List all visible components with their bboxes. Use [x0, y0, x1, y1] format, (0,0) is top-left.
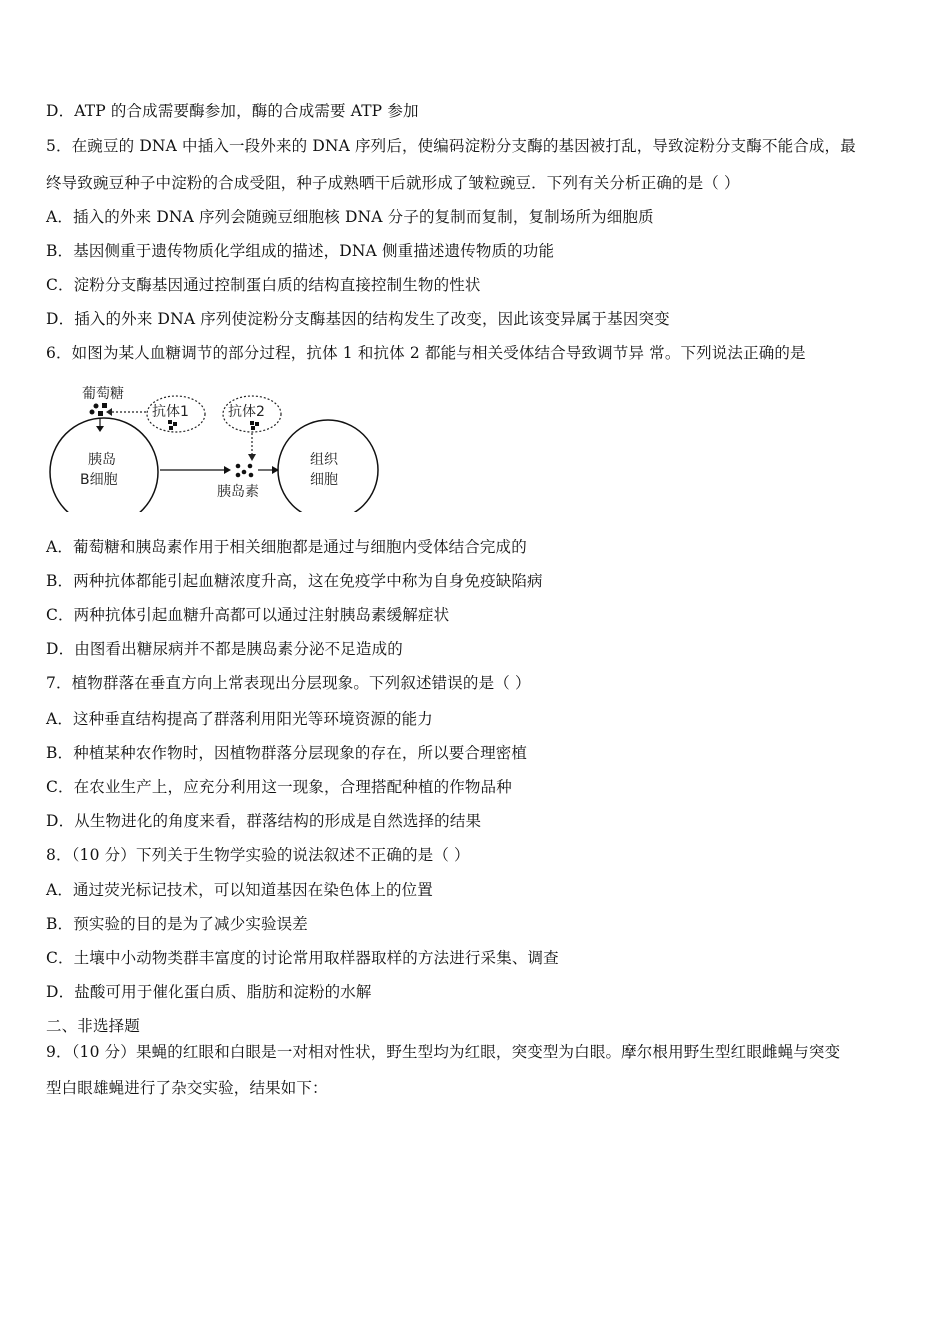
q7-option-a: A．这种垂直结构提高了群落利用阳光等环境资源的能力: [46, 710, 433, 728]
q8-stem: 8．（10 分）下列关于生物学实验的说法叙述不正确的是（ ）: [46, 846, 470, 864]
q5-option-b: B．基因侧重于遗传物质化学组成的描述，DNA 侧重描述遗传物质的功能: [46, 242, 555, 260]
islet-cell-label-2: B细胞: [80, 472, 118, 488]
q8-option-b: B．预实验的目的是为了减少实验误差: [46, 915, 308, 933]
q8-option-d: D．盐酸可用于催化蛋白质、脂肪和淀粉的水解: [46, 983, 372, 1001]
q8-option-c: C．土壤中小动物类群丰富度的讨论常用取样器取样的方法进行采集、调查: [46, 949, 559, 967]
blood-sugar-diagram: [48, 382, 388, 512]
q6-option-c: C．两种抗体引起血糖升高都可以通过注射胰岛素缓解症状: [46, 606, 450, 624]
q4-option-d: D．ATP 的合成需要酶参加，酶的合成需要 ATP 参加: [46, 102, 419, 120]
islet-cell-label-1: 胰岛: [88, 452, 116, 468]
section-heading: 二、非选择题: [46, 1017, 140, 1035]
q8-option-a: A．通过荧光标记技术，可以知道基因在染色体上的位置: [46, 881, 433, 899]
q7-option-b: B．种植某种农作物时，因植物群落分层现象的存在，所以要合理密植: [46, 744, 528, 762]
insulin-label: 胰岛素: [217, 484, 259, 500]
q9-stem-line1: 9．（10 分）果蝇的红眼和白眼是一对相对性状，野生型均为红眼，突变型为白眼。摩尔根用野生型红眼雌蝇与突变: [46, 1043, 841, 1061]
insulin-dots-icon: [236, 464, 254, 478]
glucose-label: 葡萄糖: [82, 386, 124, 402]
q6-stem: 6．如图为某人血糖调节的部分过程，抗体 1 和抗体 2 都能与相关受体结合导致调节异 常。下列说法正确的是: [46, 344, 806, 362]
q9-stem-line2: 型白眼雄蝇进行了杂交实验，结果如下：: [46, 1079, 328, 1097]
q6-option-d: D．由图看出糖尿病并不都是胰岛素分泌不足造成的: [46, 640, 403, 658]
q5-option-c: C．淀粉分支酶基因通过控制蛋白质的结构直接控制生物的性状: [46, 276, 481, 294]
q7-stem: 7．植物群落在垂直方向上常表现出分层现象。下列叙述错误的是（ ）: [46, 674, 531, 692]
q6-option-a: A．葡萄糖和胰岛素作用于相关细胞都是通过与细胞内受体结合完成的: [46, 538, 527, 556]
q5-option-d: D．插入的外来 DNA 序列使淀粉分支酶基因的结构发生了改变，因此该变异属于基因突变: [46, 310, 670, 328]
tissue-cell-label-1: 组织: [310, 452, 338, 468]
antibody2-label: 抗体2: [228, 404, 265, 420]
q7-option-d: D．从生物进化的角度来看，群落结构的形成是自然选择的结果: [46, 812, 482, 830]
q5-stem-line2: 终导致豌豆种子中淀粉的合成受阻，种子成熟晒干后就形成了皱粒豌豆．下列有关分析正确的是（ ）: [46, 174, 740, 192]
q6-option-b: B．两种抗体都能引起血糖浓度升高，这在免疫学中称为自身免疫缺陷病: [46, 572, 543, 590]
glucose-dots-icon: [90, 403, 108, 416]
tissue-cell-label-2: 细胞: [310, 472, 338, 488]
q7-option-c: C．在农业生产上，应充分利用这一现象，合理搭配种植的作物品种: [46, 778, 512, 796]
antibody1-label: 抗体1: [152, 404, 189, 420]
q5-option-a: A．插入的外来 DNA 序列会随豌豆细胞核 DNA 分子的复制而复制，复制场所为细胞质: [46, 208, 654, 226]
q5-stem-line1: 5．在豌豆的 DNA 中插入一段外来的 DNA 序列后，使编码淀粉分支酶的基因被打乱，导致淀粉分支酶不能合成，最: [46, 137, 856, 155]
